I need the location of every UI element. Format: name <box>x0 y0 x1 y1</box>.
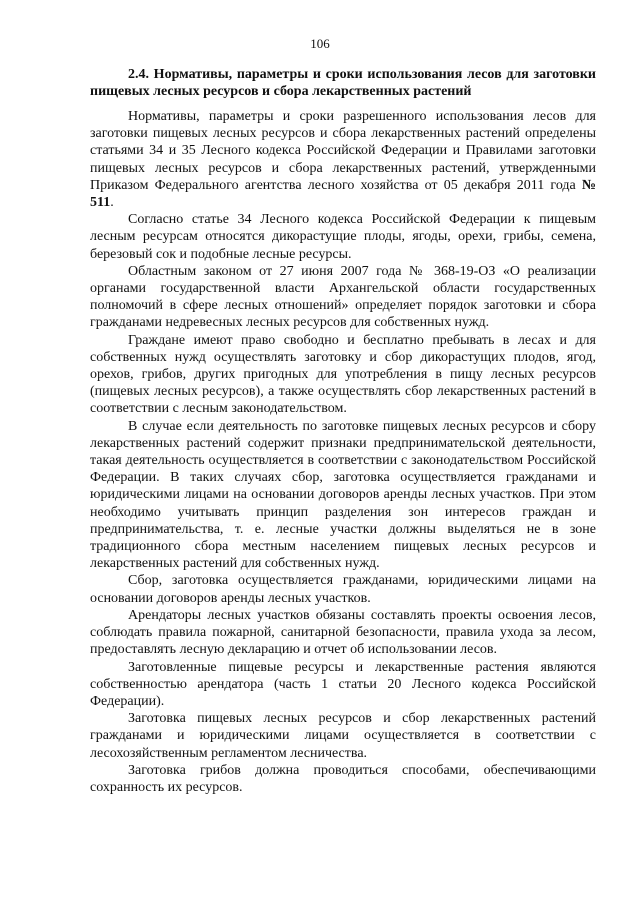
paragraph-7: Арендаторы лесных участков обязаны составлять проекты освоения лесов, соблюдать правила пожарной, санитарной безопасности, правила ухода за лесом, предоставлять лесную декларацию и отчет об использовании лесов. <box>90 607 596 658</box>
paragraph-1-text: Нормативы, параметры и сроки разрешенного использования лесов для заготовки пищевых лесных ресурсов и сбора лекарственных растений определены статьями 34 и 35 Лесного кодекса Российской Федерации и Правилами заготовки пищевых лесных ресурсов и сбора лекарственных растений, утвержденными Приказом Федерального агентства лесного хозяйства от 05 декабря 2011 года <box>90 109 596 193</box>
paragraph-1 <box>90 108 596 211</box>
section-heading: 2.4. Нормативы, параметры и сроки использования лесов для заготовки пищевых лесных ресурсов и сбора лекарственных растений <box>90 67 596 99</box>
order-number: № 511 <box>90 177 596 211</box>
paragraph-8: Заготовленные пищевые ресурсы и лекарственные растения являются собственностью арендатора (часть 1 статьи 20 Лесного кодекса Российской Федерации). <box>90 659 596 709</box>
document-body <box>90 66 596 796</box>
paragraph-5: В случае если деятельность по заготовке пищевых лесных ресурсов и сбору лекарственных растений содержит признаки предпринимательской деятельности, такая деятельность осуществляется в соответствии с законодательством Российской Федерации. В таких случаях сбор, заготовка осуществляется гражданами и юридическими лицами на основании договоров аренды лесных участков. При этом необходимо учитывать принцип разделения зон интересов граждан и предпринимательства, т. е. лесные участки должны выделяться не в зоне традиционного сбора местным населением пищевых лесных ресурсов и лекарственных растений для собственных нужд. <box>90 418 596 572</box>
page-number: 106 <box>310 36 330 51</box>
order-suffix: . <box>110 195 114 211</box>
paragraph-4: Граждане имеют право свободно и бесплатно пребывать в лесах и для собственных нужд осуществлять заготовку и сбор дикорастущих плодов, ягод, орехов, грибов, других пригодных для употребления в пищу лесных ресурсов (пищевых лесных ресурсов), а также осуществлять сбор лекарственных растений в соответствии с лесным законодательством. <box>90 332 596 417</box>
paragraph-9: Заготовка пищевых лесных ресурсов и сбор лекарственных растений гражданами и юридическими лицами осуществляется в соответствии с лесохозяйственным регламентом лесничества. <box>90 711 596 761</box>
paragraph-3: Областным законом от 27 июня 2007 года № 368-19-ОЗ «О реализации органами государственной власти Архангельской области государственных полномочий в сфере лесных отношений» определяет порядок заготовки и сбора гражданами недревесных лесных ресурсов для собственных нужд. <box>90 263 596 331</box>
paragraph-10: Заготовка грибов должна проводиться способами, обеспечивающими сохранность их ресурсов. <box>90 762 596 795</box>
paragraph-2: Согласно статье 34 Лесного кодекса Российской Федерации к пищевым лесным ресурсам относятся дикорастущие плоды, ягоды, орехи, грибы, семена, березовый сок и подобные лесные ресурсы. <box>90 212 596 262</box>
paragraph-6: Сбор, заготовка осуществляется гражданами, юридическими лицами на основании договоров аренды лесных участков. <box>90 573 596 606</box>
